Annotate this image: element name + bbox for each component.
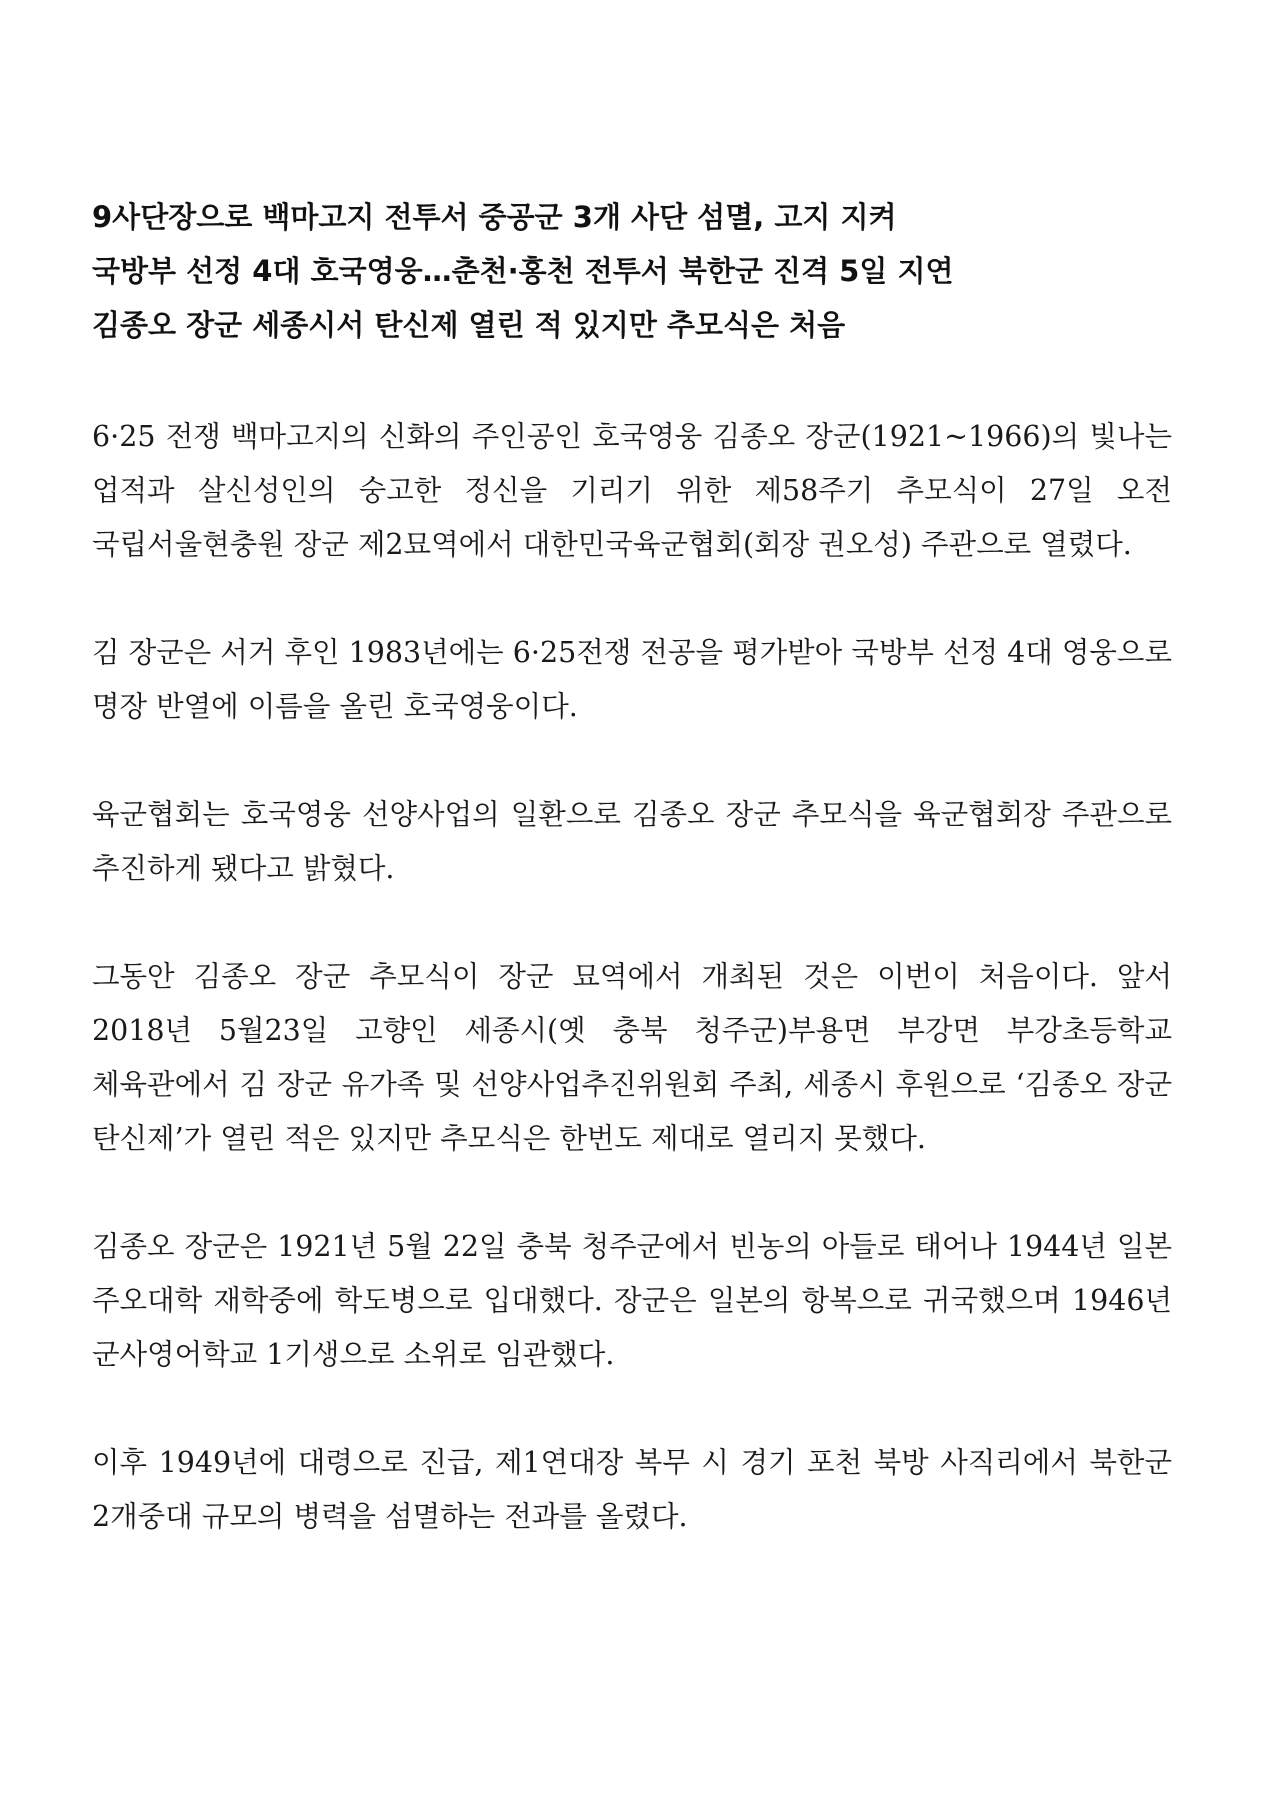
subheadline: 국방부 선정 4대 호국영웅…춘천·홍천 전투서 북한군 진격 5일 지연 — [92, 254, 954, 288]
article-paragraph: 6·25 전쟁 백마고지의 신화의 주인공인 호국영웅 김종오 장군(1921~1966)의 빛나는 업적과 살신성인의 숭고한 정신을 기리기 위한 제58주기 추모식이 27일 오전 국립서울현충원 장군 제2묘역에서 대한민국육군협회(회장 권오성) 주관으로 열렸다. — [92, 420, 1172, 561]
article-paragraph: 김종오 장군은 1921년 5월 22일 충북 청주군에서 빈농의 아들로 태어나 1944년 일본 주오대학 재학중에 학도병으로 입대했다. 장군은 일본의 항복으로 귀국했으며 1946년 군사영어학교 1기생으로 소위로 임관했다. — [92, 1230, 1172, 1371]
article-paragraph: 김 장군은 서거 후인 1983년에는 6·25전쟁 전공을 평가받아 국방부 선정 4대 영웅으로 명장 반열에 이름을 올린 호국영웅이다. — [92, 636, 1172, 723]
subheadline: 9사단장으로 백마고지 전투서 중공군 3개 사단 섬멸, 고지 지켜 — [92, 200, 897, 234]
subheadline-list — [92, 190, 1182, 352]
subheadline: 김종오 장군 세종시서 탄신제 열린 적 있지만 추모식은 처음 — [92, 308, 846, 342]
article-body — [92, 410, 1172, 1598]
article-paragraph: 그동안 김종오 장군 추모식이 장군 묘역에서 개최된 것은 이번이 처음이다. 앞서 2018년 5월23일 고향인 세종시(옛 충북 청주군)부용면 부강면 부강초등학교 체육관에서 김 장군 유가족 및 선양사업추진위원회 주최, 세종시 후원으로 ‘김종오 장군 탄신제’가 열린 적은 있지만 추모식은 한번도 제대로 열리지 못했다. — [92, 960, 1172, 1155]
article-paragraph: 육군협회는 호국영웅 선양사업의 일환으로 김종오 장군 추모식을 육군협회장 주관으로 추진하게 됐다고 밝혔다. — [92, 798, 1172, 885]
article-paragraph: 이후 1949년에 대령으로 진급, 제1연대장 복무 시 경기 포천 북방 사직리에서 북한군 2개중대 규모의 병력을 섬멸하는 전과를 올렸다. — [92, 1446, 1172, 1533]
